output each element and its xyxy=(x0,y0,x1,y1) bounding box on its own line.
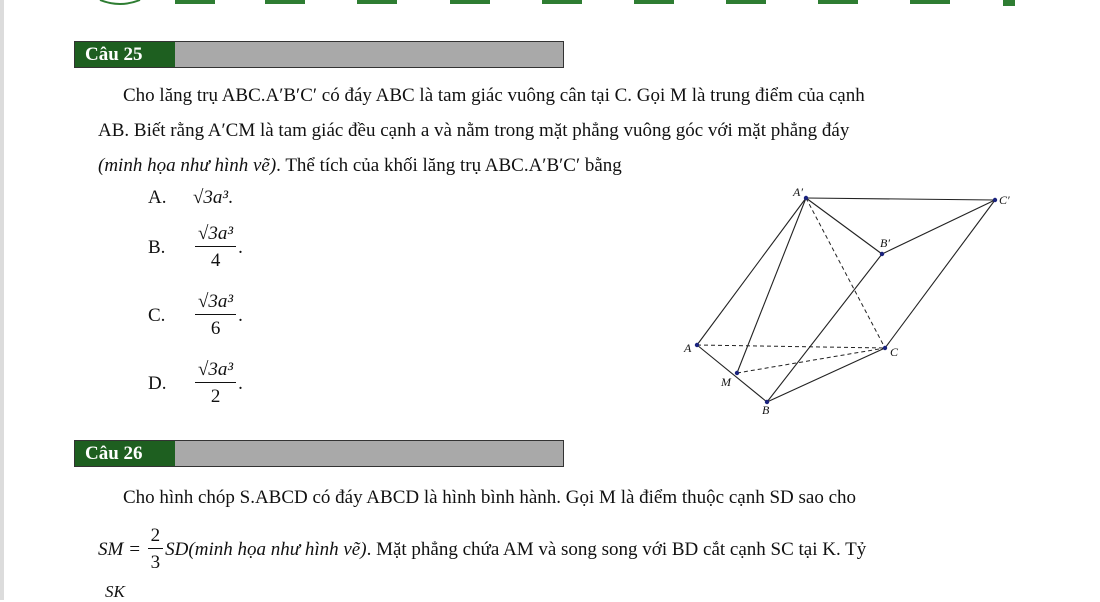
fraction-denominator: 6 xyxy=(210,318,221,339)
q26-stem-line2 xyxy=(98,525,1028,575)
point-A1 xyxy=(804,196,808,200)
label-A: A xyxy=(684,341,692,355)
q26-stem-line1: Cho hình chóp S.ABCD có đáy ABCD là hình bình hành. Gọi M là điểm thuộc cạnh SD sao cho xyxy=(123,487,857,508)
edge-AB xyxy=(697,345,767,402)
question-25-label: Câu 25 xyxy=(75,42,175,67)
question-25-header xyxy=(74,41,564,68)
q25-option-b[interactable] xyxy=(148,223,243,271)
sm-lhs: SM = xyxy=(98,539,141,560)
option-fraction xyxy=(195,359,236,409)
edge-AA1 xyxy=(697,198,806,345)
question-25-stem xyxy=(98,78,1028,183)
page-edge xyxy=(0,0,4,600)
label-C1: C′ xyxy=(999,193,1010,207)
option-letter: A. xyxy=(148,187,167,208)
fraction-denominator: 2 xyxy=(210,386,221,407)
edge-BC xyxy=(767,348,885,402)
fraction-numerator: √3a³ xyxy=(195,223,236,247)
point-C1 xyxy=(993,198,997,202)
label-M: M xyxy=(721,375,731,389)
q25-stem-italic: (minh họa như hình vẽ) xyxy=(98,155,277,176)
label-B: B xyxy=(762,403,770,417)
label-A1: A′ xyxy=(793,185,803,199)
edge-BB1 xyxy=(767,254,882,402)
option-end: . xyxy=(228,187,233,208)
option-fraction xyxy=(195,223,236,273)
q25-option-c[interactable] xyxy=(148,291,243,339)
label-B1: B′ xyxy=(880,236,890,250)
fraction-denominator: 3 xyxy=(150,552,161,573)
sm-rhs: SD xyxy=(165,539,189,560)
option-end: . xyxy=(238,237,243,258)
q25-stem-line2: AB. Biết rằng A′CM là tam giác đều cạnh a và nằm trong mặt phẳng vuông góc với mặt phẳng đáy xyxy=(98,120,850,141)
segment-A1C-hidden xyxy=(806,198,885,348)
segment-MC-hidden xyxy=(737,348,885,373)
edge-B1C1 xyxy=(882,200,995,254)
prism-figure xyxy=(680,185,1040,425)
edge-A1C1 xyxy=(806,198,995,200)
fraction-numerator: 2 xyxy=(148,525,164,549)
q26-stem-italic: (minh họa như hình vẽ) xyxy=(188,539,367,560)
edge-AC-hidden xyxy=(697,345,885,348)
q26-stem-rest: . Mặt phẳng chứa AM và song song với BD cắt cạnh SC tại K. Tỷ xyxy=(366,539,867,560)
point-A xyxy=(695,343,699,347)
option-letter: C. xyxy=(148,305,166,326)
option-letter: B. xyxy=(148,237,166,258)
q25-option-d[interactable] xyxy=(148,359,243,407)
option-end: . xyxy=(238,305,243,326)
option-value: √3a³ xyxy=(193,187,229,208)
sm-fraction xyxy=(148,525,164,575)
edge-A1B1 xyxy=(806,198,882,254)
q26-stem-line3-cut: SK xyxy=(105,582,125,601)
edge-CC1 xyxy=(885,200,995,348)
q25-stem-rest: . Thể tích của khối lăng trụ ABC.A′B′C′ bằng xyxy=(276,155,622,176)
q25-stem-line1: Cho lăng trụ ABC.A′B′C′ có đáy ABC là tam giác vuông cân tại C. Gọi M là trung điểm của cạnh xyxy=(123,85,865,106)
point-C xyxy=(883,346,887,350)
fraction-denominator: 4 xyxy=(210,250,221,271)
option-letter: D. xyxy=(148,373,167,394)
label-C: C xyxy=(890,345,899,359)
fraction-numerator: √3a³ xyxy=(195,291,236,315)
question-26-header xyxy=(74,440,564,467)
question-26-label: Câu 26 xyxy=(75,441,175,466)
question-26-stem xyxy=(98,480,1028,515)
top-decoration xyxy=(0,0,1100,8)
option-fraction xyxy=(195,291,236,341)
q25-stem-line3 xyxy=(98,148,1028,183)
option-end: . xyxy=(238,373,243,394)
point-B1 xyxy=(880,252,884,256)
fraction-numerator: √3a³ xyxy=(195,359,236,383)
point-M xyxy=(735,371,739,375)
q25-option-a[interactable] xyxy=(148,178,233,218)
